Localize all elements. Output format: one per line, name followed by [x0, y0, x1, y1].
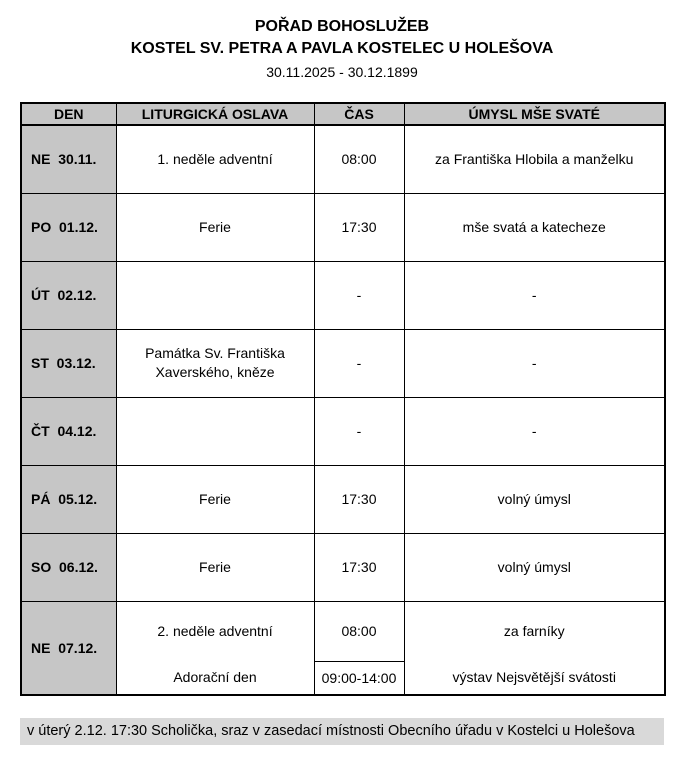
umysl-cell: za Františka Hlobila a manželku [404, 125, 665, 193]
umysl-cell: - [404, 261, 665, 329]
day-cell: NE 30.11. [21, 125, 116, 193]
day-cell: ST 03.12. [21, 329, 116, 397]
umysl-cell: mše svatá a katecheze [404, 193, 665, 261]
table-header [21, 103, 665, 125]
oslava-cell: 1. neděle adventní [116, 125, 314, 193]
oslava-cell: Ferie [116, 533, 314, 601]
table-row [21, 261, 665, 329]
umysl-cell: - [404, 329, 665, 397]
day-cell: ČT 04.12. [21, 397, 116, 465]
day-cell: PÁ 05.12. [21, 465, 116, 533]
page-subtitle: KOSTEL SV. PETRA A PAVLA KOSTELEC U HOLEŠOVA [130, 40, 554, 58]
umysl-cell: volný úmysl [404, 465, 665, 533]
table-body [21, 125, 665, 695]
umysl-cell: za farníky [404, 601, 665, 661]
day-cell: PO 01.12. [21, 193, 116, 261]
oslava-cell: Památka Sv. Františka Xaverského, kněze [116, 329, 314, 397]
table-row [21, 397, 665, 465]
cas-cell: - [314, 261, 404, 329]
schedule-table [20, 102, 666, 696]
cas-cell: 08:00 [314, 601, 404, 661]
table-row [21, 533, 665, 601]
table-row [21, 329, 665, 397]
oslava-cell: Ferie [116, 193, 314, 261]
oslava-cell [116, 261, 314, 329]
date-range: 30.11.2025 - 30.12.1899 [266, 63, 418, 80]
table-row [21, 661, 665, 695]
table-row [21, 601, 665, 661]
page-title: POŘAD BOHOSLUŽEB [254, 18, 430, 35]
table-row [21, 125, 665, 193]
cas-cell: 09:00-14:00 [314, 661, 404, 695]
column-header: ÚMYSL MŠE SVATÉ [404, 103, 665, 125]
cas-cell: 17:30 [314, 533, 404, 601]
oslava-cell: Adorační den [116, 661, 314, 695]
cas-cell: 08:00 [314, 125, 404, 193]
title-block [20, 16, 664, 82]
day-cell: ÚT 02.12. [21, 261, 116, 329]
oslava-cell: 2. neděle adventní [116, 601, 314, 661]
umysl-cell: - [404, 397, 665, 465]
cas-cell: 17:30 [314, 465, 404, 533]
table-header-row [21, 103, 665, 125]
cas-cell: 17:30 [314, 193, 404, 261]
footer-note: v úterý 2.12. 17:30 Scholička, sraz v zasedací místnosti Obecního úřadu v Kostelci u Holešova [20, 718, 664, 745]
oslava-cell: Ferie [116, 465, 314, 533]
column-header: LITURGICKÁ OSLAVA [116, 103, 314, 125]
column-header: DEN [21, 103, 116, 125]
day-cell: NE 07.12. [21, 601, 116, 695]
umysl-cell: volný úmysl [404, 533, 665, 601]
day-cell: SO 06.12. [21, 533, 116, 601]
cas-cell: - [314, 329, 404, 397]
column-header: ČAS [314, 103, 404, 125]
table-row [21, 465, 665, 533]
cas-cell: - [314, 397, 404, 465]
table-row [21, 193, 665, 261]
oslava-cell [116, 397, 314, 465]
umysl-cell: výstav Nejsvětější svátosti [404, 661, 665, 695]
